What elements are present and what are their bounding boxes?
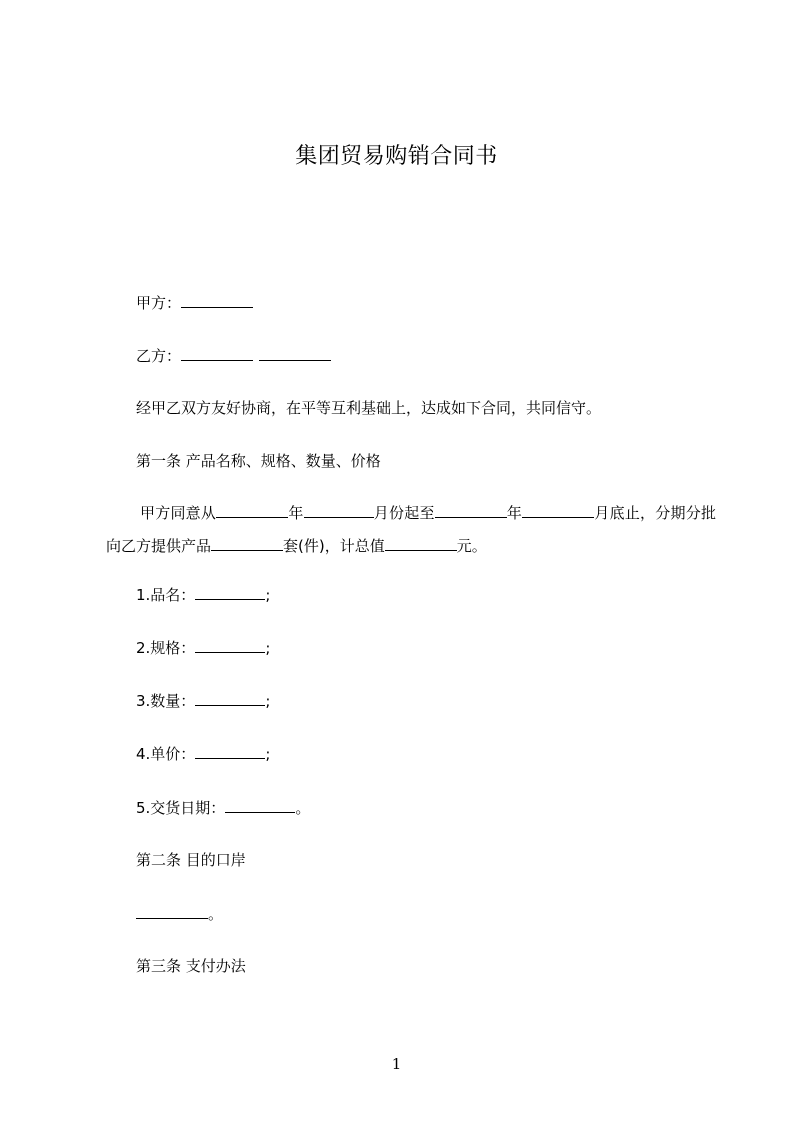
para-text-6: 套(件)，计总值 xyxy=(283,537,385,555)
item-end: ; xyxy=(265,639,271,657)
destination-port-end: 。 xyxy=(208,905,224,923)
item-blank xyxy=(195,637,265,653)
item-label: 3.数量： xyxy=(136,692,196,710)
preamble: 经甲乙双方友好协商，在平等互利基础上，达成如下合同，共同信守。 xyxy=(136,399,602,417)
item-delivery-date xyxy=(136,797,310,818)
total-value-blank xyxy=(385,535,457,551)
item-quantity xyxy=(136,690,270,711)
destination-port-line xyxy=(136,903,223,924)
para-text-1: 甲方同意从 xyxy=(140,504,217,522)
item-blank xyxy=(195,743,265,759)
party-a-label: 甲方： xyxy=(136,294,182,312)
item-end: ; xyxy=(265,692,271,710)
party-a-line xyxy=(136,292,253,313)
article-3-heading: 第三条 支付办法 xyxy=(136,957,246,975)
item-unit-price xyxy=(136,743,270,764)
item-end: ; xyxy=(265,745,271,763)
end-year-blank xyxy=(435,502,507,518)
start-month-blank xyxy=(304,502,374,518)
para-text-3: 月份起至 xyxy=(373,504,435,522)
party-b-label: 乙方： xyxy=(136,347,182,365)
page-number: 1 xyxy=(391,1055,402,1073)
para-text-5: 月底止，分期分批向乙方提供产品 xyxy=(106,504,716,555)
article-1-heading: 第一条 产品名称、规格、数量、价格 xyxy=(136,452,381,470)
item-product-name xyxy=(136,584,270,605)
item-label: 5.交货日期： xyxy=(136,799,226,817)
item-label: 2.规格： xyxy=(136,639,196,657)
para-text-4: 年 xyxy=(506,504,523,522)
party-a-blank xyxy=(181,292,253,308)
item-specification xyxy=(136,637,270,658)
party-b-line xyxy=(136,345,331,366)
article-1-paragraph xyxy=(106,497,716,563)
document-title: 集团贸易购销合同书 xyxy=(295,144,498,169)
party-b-blank-1 xyxy=(181,345,253,361)
item-label: 4.单价： xyxy=(136,745,196,763)
start-year-blank xyxy=(216,502,288,518)
party-b-blank-2 xyxy=(259,345,331,361)
item-label: 1.品名： xyxy=(136,586,196,604)
item-blank xyxy=(195,690,265,706)
quantity-sets-blank xyxy=(211,535,283,551)
para-text-7: 元。 xyxy=(456,537,487,555)
end-month-blank xyxy=(522,502,594,518)
destination-port-blank xyxy=(136,903,208,919)
item-blank xyxy=(225,797,295,813)
item-blank xyxy=(195,584,265,600)
para-text-2: 年 xyxy=(288,504,304,522)
item-end: ; xyxy=(265,586,271,604)
article-2-heading: 第二条 目的口岸 xyxy=(136,851,246,869)
item-end: 。 xyxy=(295,799,311,817)
